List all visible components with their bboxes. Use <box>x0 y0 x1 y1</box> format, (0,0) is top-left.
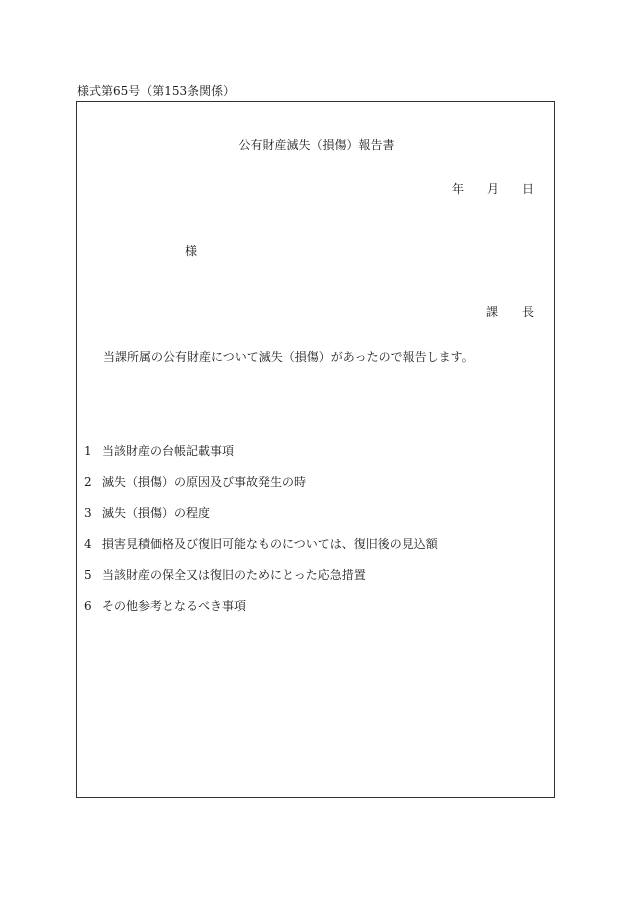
sender-chief-label: 長 <box>522 305 535 319</box>
item-number: 4 <box>84 537 92 551</box>
item-number: 2 <box>84 475 92 489</box>
report-item <box>84 473 306 490</box>
report-item <box>84 566 366 583</box>
report-item <box>84 442 234 459</box>
report-frame <box>76 101 555 798</box>
document-title: 公有財産滅失（損傷）報告書 <box>238 138 395 152</box>
report-item <box>84 597 246 614</box>
item-number: 1 <box>84 444 92 458</box>
report-item <box>84 535 438 552</box>
item-number: 3 <box>84 506 92 520</box>
addressee-suffix: 様 <box>185 244 198 258</box>
item-number: 5 <box>84 568 92 582</box>
item-text: 滅失（損傷）の原因及び事故発生の時 <box>102 475 307 489</box>
form-number: 様式第65号（第153条関係） <box>77 84 236 98</box>
report-body-text: 当課所属の公有財産について滅失（損傷）があったので報告します。 <box>103 350 474 364</box>
item-text: その他参考となるべき事項 <box>102 599 247 613</box>
date-month-label: 月 <box>487 182 500 196</box>
date-day-label: 日 <box>522 182 535 196</box>
date-year-label: 年 <box>452 182 465 196</box>
item-number: 6 <box>84 599 92 613</box>
item-text: 当該財産の台帳記載事項 <box>102 444 235 458</box>
item-text: 当該財産の保全又は復旧のためにとった応急措置 <box>102 568 366 582</box>
report-item <box>84 504 210 521</box>
item-text: 損害見積価格及び復旧可能なものについては、復旧後の見込額 <box>102 537 438 551</box>
sender-section-label: 課 <box>486 305 499 319</box>
item-text: 滅失（損傷）の程度 <box>102 506 211 520</box>
